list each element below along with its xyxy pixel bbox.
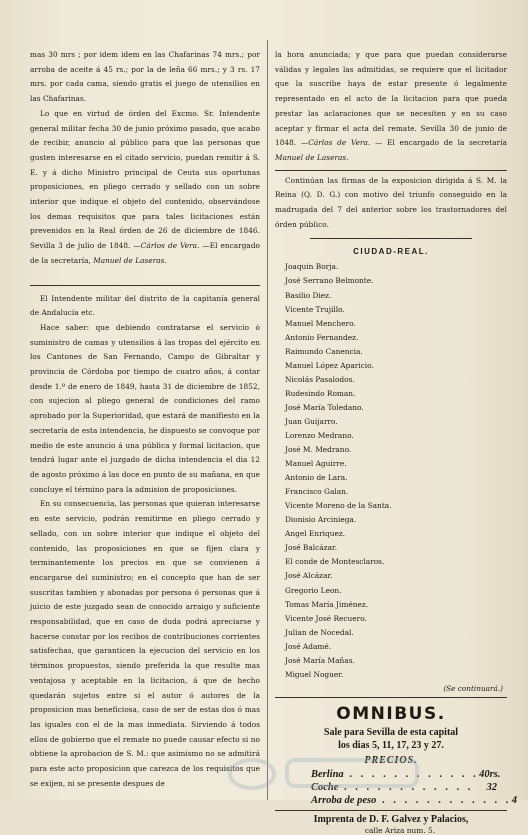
signature: Cárlos de Vera. xyxy=(308,138,371,148)
list-item: Nicolás Pasalodos. xyxy=(285,374,355,384)
list-item: Manuel López Aparicio. xyxy=(285,360,374,370)
paragraph-body: la hora anunciada; y que para que puedan considerarse válidas y legales las admitidas, se requiere que el licitador que la suscribe haya de estar presente ó legalmente representado en el acto de la licitacion para que pueda prestar las aclaraciones que se necesiten y en su caso aceptar y firmar el acta del remate. Sevilla 30 de junio de 1848. — xyxy=(275,50,507,148)
paragraph-tail: — El encargado de la secretaría xyxy=(370,138,507,148)
text-paragraph xyxy=(275,48,507,166)
text-paragraph: En su consecuencia, las personas que quieran interesarse en este servicio, podrán remitirme en pliego cerrado y sellado, con un sobre interior que indique el objeto del contenido, las proposiciones en que se fijen clara y terminantemente los precios en que se convienen á encargarse del suministro; en el concepto que han de ser suscritas tambien y abonadas por persona ó personas que á juicio de este juzgado sean de conocido arraigo y suficiente responsabilidad, que en caso de duda podrá apreciarse y hacerse constar por los recibos de contribuciones corrientes satisfechas, que garanticen la ejecucion del servicio en los términos propuestos, siendo preferida la que resulte mas ventajosa y aceptable en la licitacion, á que de hecho quedarán sujetos entre si el autor ó autores de la proposicion mas beneficiosa, caso de ser de estas dos ó mas las iguales con el de la mas inmediata. Sirviendo á todos ellos de gobierno que el remate no puede causar efecto si no obtiene la aprobacion de S. M.: que asimismo no se admitirá para este acto proposicion que carezca de los requisitos que se exijen, ni se presente despues de xyxy=(30,499,260,788)
list-item: Joaquin Borja. xyxy=(285,262,339,272)
list-item: José María Toledano. xyxy=(285,402,364,412)
column-divider xyxy=(267,40,268,800)
list-item: Vicente José Recuero. xyxy=(285,613,367,623)
dot-leader: . . . . . . . . . . . . xyxy=(382,794,512,806)
right-column xyxy=(275,48,517,835)
list-item: Francisco Galan. xyxy=(285,487,349,497)
section-title: CIUDAD-REAL. xyxy=(353,247,429,257)
section-divider xyxy=(275,810,507,811)
price-row xyxy=(275,794,517,807)
list-item: José M. Medrano. xyxy=(285,445,352,455)
section-divider xyxy=(30,285,260,286)
list-item: Raimundo Canencia. xyxy=(285,346,363,356)
prices-title: PRECIOS. xyxy=(364,754,418,766)
printer-imprint: Imprenta de D. F. Galvez y Palacios, xyxy=(313,813,469,825)
price-row xyxy=(275,768,507,781)
text-paragraph: Hace saber: que debiendo contratarse el servicio ó suministro de camas y utensilios á las tropas del ejército en los Cantones de San Fernando, Campo de Gibraltar y provincia de Córdoba por tiempo de cuatro años, á contar desde 1.º de enero de 1849, hasta 31 de diciembre de 1852, con sujecion al pliego general de condiciones del ramo aprobado por la Superioridad, que estará de manifiesto en la secretaría de esta intendencia, he dispuesto se convoque por medio de este anuncio á una pública y formal licitacion, que tendrá lugar ante el juzgado de dicha intendencia el dia 12 de agosto próximo á las doce en punto de su mañana, en que concluye el término para la admision de proposiciones. xyxy=(30,322,260,494)
signatures-list xyxy=(275,260,507,681)
signature: Cárlos de Vera. xyxy=(140,241,200,251)
list-item: Rudesindo Roman. xyxy=(285,388,356,398)
dot-leader: . . . . . . . . . . . . xyxy=(344,781,474,793)
list-item: Lorenzo Medrano. xyxy=(285,431,354,440)
list-item: José Balcázar. xyxy=(285,543,338,553)
omnibus-title: OMNIBUS. xyxy=(336,703,446,724)
paragraph-body: Lo que en virtud de órden del Excmo. Sr. Intendente general militar fecha 30 de junio próximo pasado, que acabo de recibir, anuncio al público para que las personas que gusten interesarse en el citado servicio, puedan remitir á S. E. y á dicho Ministro principal de Ceuta sus oportunas proposiciones, en pliego cerrado y sellado con un sobre interior que indique el objeto del contenido, observándose los demas requisitos que para tales licitaciones están prevenidos en la Real órden de 26 de diciembre de 1846. Sevilla 3 de julio de 1848. — xyxy=(30,108,260,251)
schedule-line: los dias 5, 11, 17, 23 y 27. xyxy=(338,739,444,751)
price-label: Berlina xyxy=(311,768,344,780)
section-divider xyxy=(275,170,507,171)
list-item: Antonio de Lara. xyxy=(285,473,348,483)
price-row xyxy=(275,781,507,794)
short-divider xyxy=(310,238,472,239)
price-value: 40rs. xyxy=(479,768,501,780)
printer-address: calle Ariza num. 5. xyxy=(364,825,436,835)
text-paragraph: mas 30 mrs ; por idem idem en las Chafarinas 74 mrs.; por arroba de aceite á 45 rs.; por la de leña 66 mrs.; y 3 rs. 17 mrs. por cada cama, siendo gratis el juego de utensilios en las Chafarinas. xyxy=(30,50,260,104)
continuation-note: (Se continuará.) xyxy=(443,683,503,693)
list-item: Basilio Diez. xyxy=(285,290,332,300)
list-item: Dionisio Arciniega. xyxy=(285,515,357,525)
list-item: José Serrano Belmonte. xyxy=(285,276,374,286)
dot-leader: . . . . . . . . . . . . xyxy=(349,768,480,780)
price-label: Arroba de peso xyxy=(311,794,377,806)
list-item: Manuel Aguirre. xyxy=(285,459,347,469)
list-item: Vicente Moreno de la Santa. xyxy=(285,501,392,511)
list-item: José Adamé. xyxy=(285,641,332,651)
list-item: Gregorio Leon. xyxy=(285,585,342,595)
price-value: 4 xyxy=(511,794,517,806)
list-item: Juan Guijarro. xyxy=(285,416,338,426)
signature: Manuel de Laseras. xyxy=(93,255,167,265)
schedule-line: Sale para Sevilla de esta capital xyxy=(323,726,459,738)
list-item: José María Mañas. xyxy=(285,655,355,665)
signature: Manuel de Laseras. xyxy=(275,152,349,162)
price-value: 32 xyxy=(486,781,497,793)
list-item: Manuel Menchero. xyxy=(285,318,356,328)
text-paragraph: El Intendente militar del distrito de la capitanía general de Andalucía etc. xyxy=(30,293,260,318)
list-item: El conde de Montesclaros. xyxy=(285,557,385,567)
text-paragraph xyxy=(30,107,260,269)
paragraph-tail: —El encargado de la secretaría, xyxy=(30,241,260,265)
list-item: Angel Enriquez. xyxy=(285,529,346,539)
list-item: Vicente Trujillo. xyxy=(285,304,345,314)
list-item: Miguel Noguer. xyxy=(285,669,344,679)
list-item: José Alcázar. xyxy=(285,571,333,581)
list-item: Julian de Nocedal. xyxy=(285,627,354,637)
text-paragraph: Continúan las firmas de la exposicion dirigida á S. M. la Reina (Q. D. G.) con motivo del triunfo conseguido en la madrugada del 7 del anterior sobre los trastornadores del órden público. xyxy=(275,175,507,229)
left-column xyxy=(30,48,260,791)
price-label: Coche xyxy=(311,781,339,793)
list-item: Tomas María Jiménez. xyxy=(285,599,369,609)
section-divider xyxy=(275,697,507,698)
list-item: Antonio Fernandez. xyxy=(285,332,359,342)
